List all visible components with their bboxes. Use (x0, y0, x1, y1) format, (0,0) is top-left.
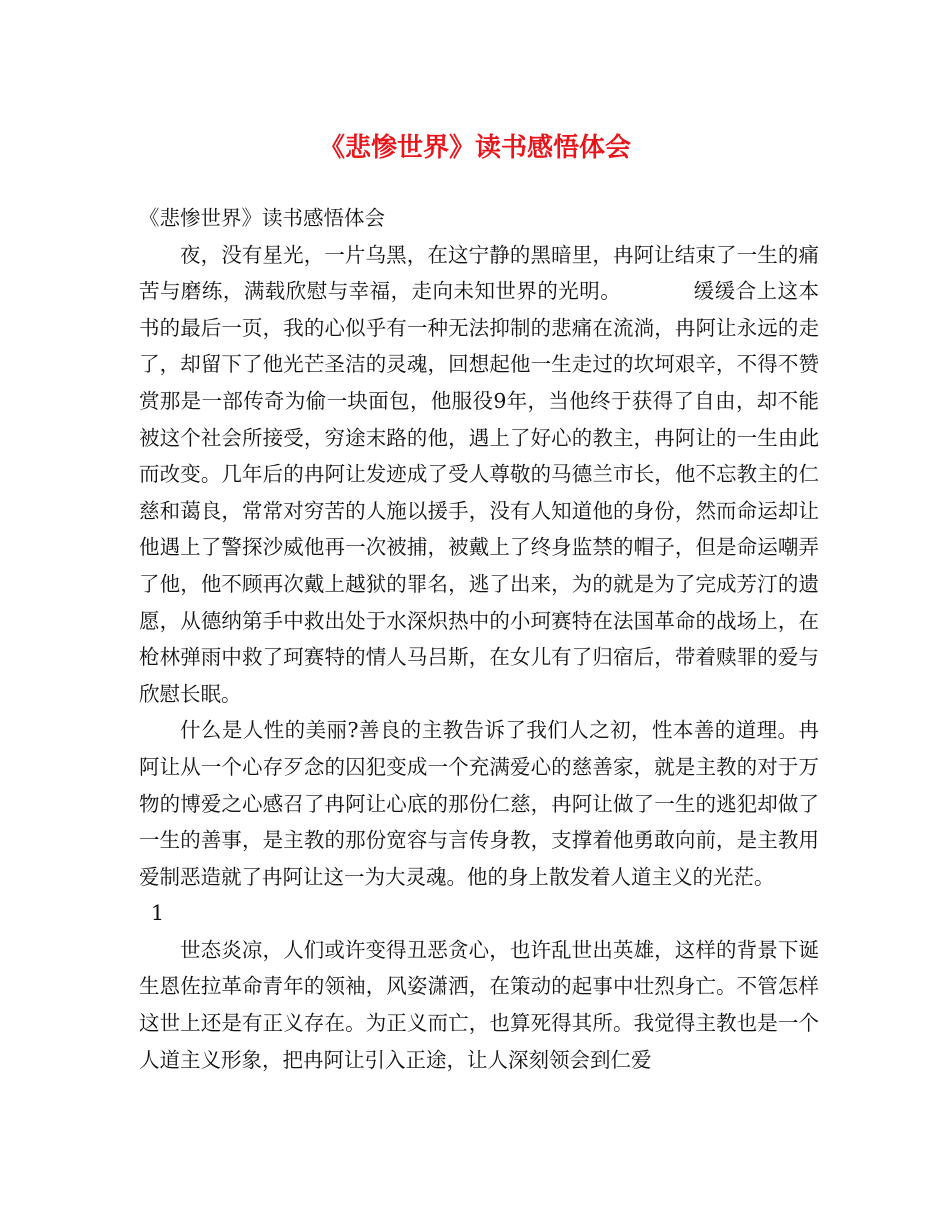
document-subtitle: 《悲惨世界》读书感悟体会 (139, 206, 385, 230)
paragraph-1-part-2: 缓缓合上这本书的最后一页，我的心似乎有一种无法抑制的悲痛在流淌，冉阿让永远的走了，却留下了他光芒圣洁的灵魂，回想起他一生走过的坎坷艰辛，不得不赞赏那是一部传奇为偷一块面包，他服役9年，当他终于获得了自由，却不能被这个社会所接受，穷途末路的他，遇上了好心的教主，冉阿让的一生由此而改变。几年后的冉阿让发迹成了受人尊敬的马德兰市长，他不忘教主的仁慈和蔼良，常常对穷苦的人施以援手，没有人知道他的身份，然而命运却让他遇上了警探沙威他再一次被捕，被戴上了终身监禁的帽子，但是命运嘲弄了他，他不顾再次戴上越狱的罪名，逃了出来，为的就是为了完成芳汀的遗愿，从德纳第手中救出处于水深炽热中的小珂赛特在法国革命的战场上，在枪林弹雨中救了珂赛特的情人马吕斯，在女儿有了归宿后，带着赎罪的爱与欣慰长眠。 (139, 279, 820, 706)
paragraph-1 (139, 237, 819, 713)
paragraph-1-part-1: 夜，没有星光，一片乌黑，在这宁静的黑暗里，冉阿让结束了一生的痛苦与磨练，满载欣慰与幸福，走向未知世界的光明。 (139, 242, 819, 304)
document-body (139, 200, 819, 1078)
document-title: 《悲惨世界》读书感悟体会 (318, 133, 631, 163)
paragraph-3: 世态炎凉，人们或许变得丑恶贪心，也许乱世出英雄，这样的背景下诞生恩佐拉革命青年的领袖，风姿潇洒，在策动的起事中壮烈身亡。不管怎样这世上还是有正义存在。为正义而亡，也算死得其所。我觉得主教也是一个人道主义形象，把冉阿让引入正途，让人深刻领会到仁爱 (139, 937, 819, 1072)
paragraph-2: 什么是人性的美丽?善良的主教告诉了我们人之初，性本善的道理。冉阿让从一个心存歹念的囚犯变成一个充满爱心的慈善家，就是主教的对于万物的博爱之心感召了冉阿让心底的那份仁慈，冉阿让做了一生的逃犯却做了一生的善事，是主教的那份宽容与言传身教，支撑着他勇敢向前，是主教用爱制恶造就了冉阿让这一为大灵魂。他的身上散发着人道主义的光茫。 (139, 718, 819, 889)
page-number: 1 (151, 901, 165, 926)
